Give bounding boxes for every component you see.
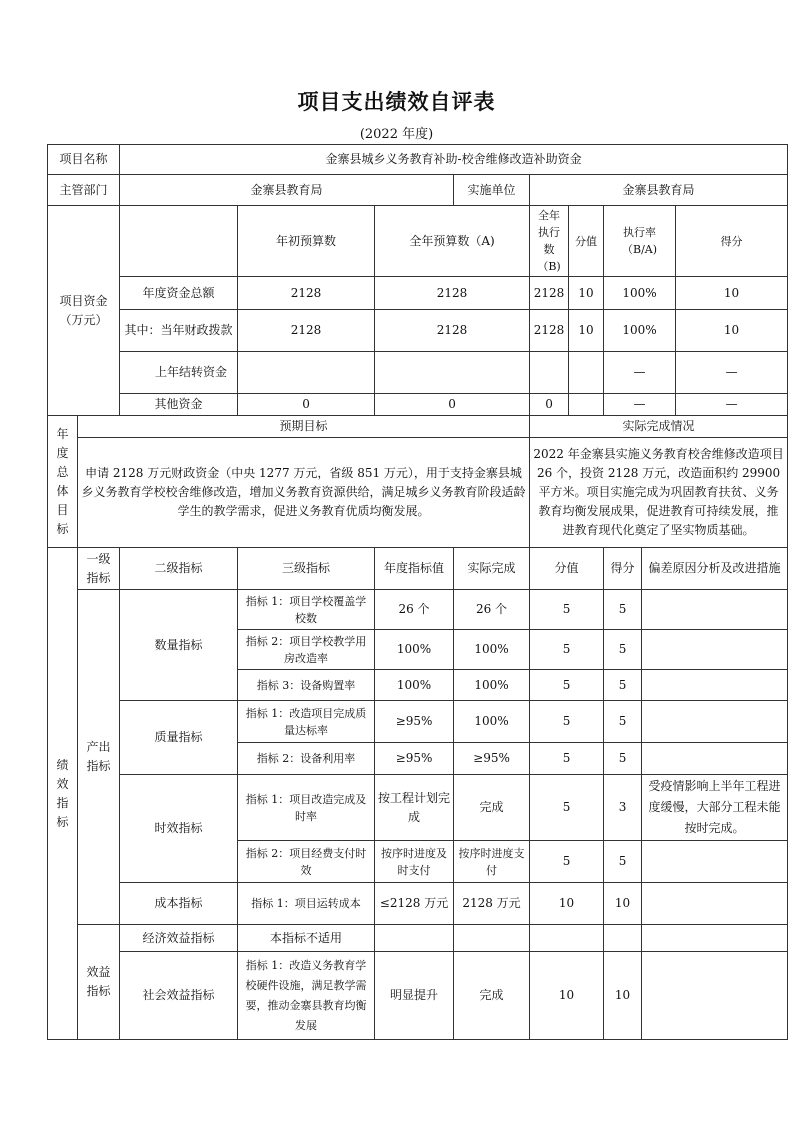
indicator-score: 5 [604,743,642,775]
indicator-score-value: 5 [530,841,604,883]
expected-goal-text: 申请 2128 万元财政资金（中央 1277 万元，省级 851 万元），用于支持金寨县城乡义务教育学校校舍维修改造，增加义务教育资源供给，满足城乡义务教育阶段适龄学生的教学需求，促进义务教育优质均衡发展。 [78,438,530,548]
indicator-score: 3 [604,775,642,841]
funds-label: 项目资金（万元） [48,206,120,416]
funds-executed: 2128 [530,277,569,310]
indicator-score: 10 [604,952,642,1040]
actual-result-header: 实际完成情况 [530,416,788,438]
funds-score: — [676,352,788,394]
header-actual: 实际完成 [454,548,530,590]
indicator-score: 5 [604,670,642,701]
funds-executed: 2128 [530,310,569,352]
evaluation-table [47,144,788,1040]
department-row [48,175,788,206]
funds-row-label: 年度资金总额 [120,277,238,310]
indicator-name: 指标 1：改造义务教育学校硬件设施，满足教学需要，推动金寨县教育均衡发展 [238,952,375,1040]
indicator-name: 指标 2：项目学校教学用房改造率 [238,630,375,670]
header-level1: 一级指标 [78,548,120,590]
header-score-value: 分值 [530,548,604,590]
indicator-score: 5 [604,701,642,743]
indicator-score-value: 5 [530,743,604,775]
category-social: 社会效益指标 [120,952,238,1040]
funds-header-row [48,206,788,277]
funds-annual: 2128 [375,310,530,352]
indicator-name: 本指标不适用 [238,925,375,952]
indicator-target: 100% [375,670,454,701]
goals-label: 年 度 总 体 目 标 [48,416,78,548]
indicator-deviation [642,743,788,775]
indicator-score-value: 5 [530,701,604,743]
page-title: 项目支出绩效自评表 [297,90,496,114]
indicator-actual: ≥95% [454,743,530,775]
category-cost: 成本指标 [120,883,238,925]
funds-rate: 100% [604,277,676,310]
unit-value: 金寨县教育局 [530,175,788,206]
funds-score-value: 10 [569,310,604,352]
funds-score: 10 [676,277,788,310]
indicator-target: 按工程计划完成 [375,775,454,841]
indicator-score-value: 5 [530,590,604,630]
project-name-label: 项目名称 [48,145,120,175]
funds-header-initial: 年初预算数 [238,206,375,277]
indicator-score-value [530,925,604,952]
funds-annual: 2128 [375,277,530,310]
funds-score-value: 10 [569,277,604,310]
funds-annual [375,352,530,394]
indicator-name: 指标 3：设备购置率 [238,670,375,701]
indicator-deviation [642,883,788,925]
indicator-actual: 按序时进度支付 [454,841,530,883]
indicator-deviation [642,841,788,883]
indicator-score [604,925,642,952]
indicator-target: 26 个 [375,590,454,630]
actual-result-text: 2022 年金寨县实施义务教育校舍维修改造项目 26 个，投资 2128 万元，改造面积约 29900 平方米。项目实施完成为巩固教育扶贫、义务教育均衡发展成果，促进教育可持续发展，推进教育现代化奠定了坚实物质基础。 [530,438,788,548]
funds-annual: 0 [375,394,530,416]
output-label: 产出指标 [78,590,120,925]
indicator-score-value: 10 [530,952,604,1040]
indicator-target: 按序时进度及时支付 [375,841,454,883]
funds-rate: — [604,394,676,416]
indicator-deviation: 受疫情影响上半年工程进度缓慢，大部分工程未能按时完成。 [642,775,788,841]
header-target: 年度指标值 [375,548,454,590]
funds-score-value [569,394,604,416]
indicator-row [48,925,788,952]
indicator-score-value: 5 [530,630,604,670]
indicator-score-value: 10 [530,883,604,925]
category-quantity: 数量指标 [120,590,238,701]
category-quality: 质量指标 [120,701,238,775]
funds-header-score: 得分 [676,206,788,277]
funds-score-value [569,352,604,394]
funds-initial: 2128 [238,310,375,352]
indicator-target: 100% [375,630,454,670]
indicator-score-value: 5 [530,670,604,701]
indicator-target: 明显提升 [375,952,454,1040]
goals-content-row [48,438,788,548]
dept-label: 主管部门 [48,175,120,206]
funds-row-label: 上年结转资金 [120,352,238,394]
funds-header-rate: 执行率（B/A) [604,206,676,277]
funds-initial: 2128 [238,277,375,310]
funds-score: — [676,394,788,416]
indicator-row [48,952,788,1040]
indicator-score-value: 5 [530,775,604,841]
category-economic: 经济效益指标 [120,925,238,952]
funds-row-label: 其中：当年财政拨款 [120,310,238,352]
indicator-row [48,775,788,841]
funds-header-annual: 全年预算数（A) [375,206,530,277]
project-name-value: 金寨县城乡义务教育补助-校舍维修改造补助资金 [120,145,788,175]
page-subtitle: (2022 年度) [359,127,434,142]
indicator-deviation [642,701,788,743]
funds-row [48,310,788,352]
indicator-score: 10 [604,883,642,925]
performance-label: 绩 效 指 标 [48,548,78,1040]
funds-executed: 0 [530,394,569,416]
indicator-deviation [642,590,788,630]
funds-row [48,277,788,310]
indicator-name: 指标 2：项目经费支付时效 [238,841,375,883]
indicator-target: ≤2128 万元 [375,883,454,925]
funds-header-executed: 全年执行数（B) [530,206,569,277]
funds-executed [530,352,569,394]
funds-header-score-value: 分值 [569,206,604,277]
unit-label: 实施单位 [454,175,530,206]
funds-score: 10 [676,310,788,352]
indicator-actual: 100% [454,630,530,670]
indicator-target: ≥95% [375,743,454,775]
funds-rate: 100% [604,310,676,352]
header-level2: 二级指标 [120,548,238,590]
indicator-deviation [642,670,788,701]
indicator-name: 指标 1：项目改造完成及时率 [238,775,375,841]
funds-row-label: 其他资金 [120,394,238,416]
header-level3: 三级指标 [238,548,375,590]
category-timeliness: 时效指标 [120,775,238,883]
indicator-name: 指标 1：改造项目完成质量达标率 [238,701,375,743]
indicator-row [48,883,788,925]
funds-row [48,352,788,394]
indicator-deviation [642,630,788,670]
indicator-deviation [642,925,788,952]
funds-initial: 0 [238,394,375,416]
funds-rate: — [604,352,676,394]
expected-goal-header: 预期目标 [78,416,530,438]
indicator-actual: 完成 [454,952,530,1040]
indicator-actual: 26 个 [454,590,530,630]
indicator-target [375,925,454,952]
indicator-target: ≥95% [375,701,454,743]
indicator-row [48,701,788,743]
indicator-actual: 2128 万元 [454,883,530,925]
indicator-actual: 100% [454,701,530,743]
indicator-actual: 完成 [454,775,530,841]
funds-initial [238,352,375,394]
funds-header-blank [120,206,238,277]
indicator-name: 指标 1：项目运转成本 [238,883,375,925]
indicator-actual: 100% [454,670,530,701]
indicator-score: 5 [604,590,642,630]
indicator-name: 指标 1：项目学校覆盖学校数 [238,590,375,630]
header-score: 得分 [604,548,642,590]
indicator-row [48,590,788,630]
benefit-label: 效益指标 [78,925,120,1040]
project-name-row [48,145,788,175]
goals-header-row [48,416,788,438]
indicator-actual [454,925,530,952]
performance-header-row [48,548,788,590]
indicator-score: 5 [604,841,642,883]
indicator-score: 5 [604,630,642,670]
header-deviation: 偏差原因分析及改进措施 [642,548,788,590]
dept-value: 金寨县教育局 [120,175,454,206]
indicator-deviation [642,952,788,1040]
indicator-name: 指标 2：设备利用率 [238,743,375,775]
funds-row [48,394,788,416]
